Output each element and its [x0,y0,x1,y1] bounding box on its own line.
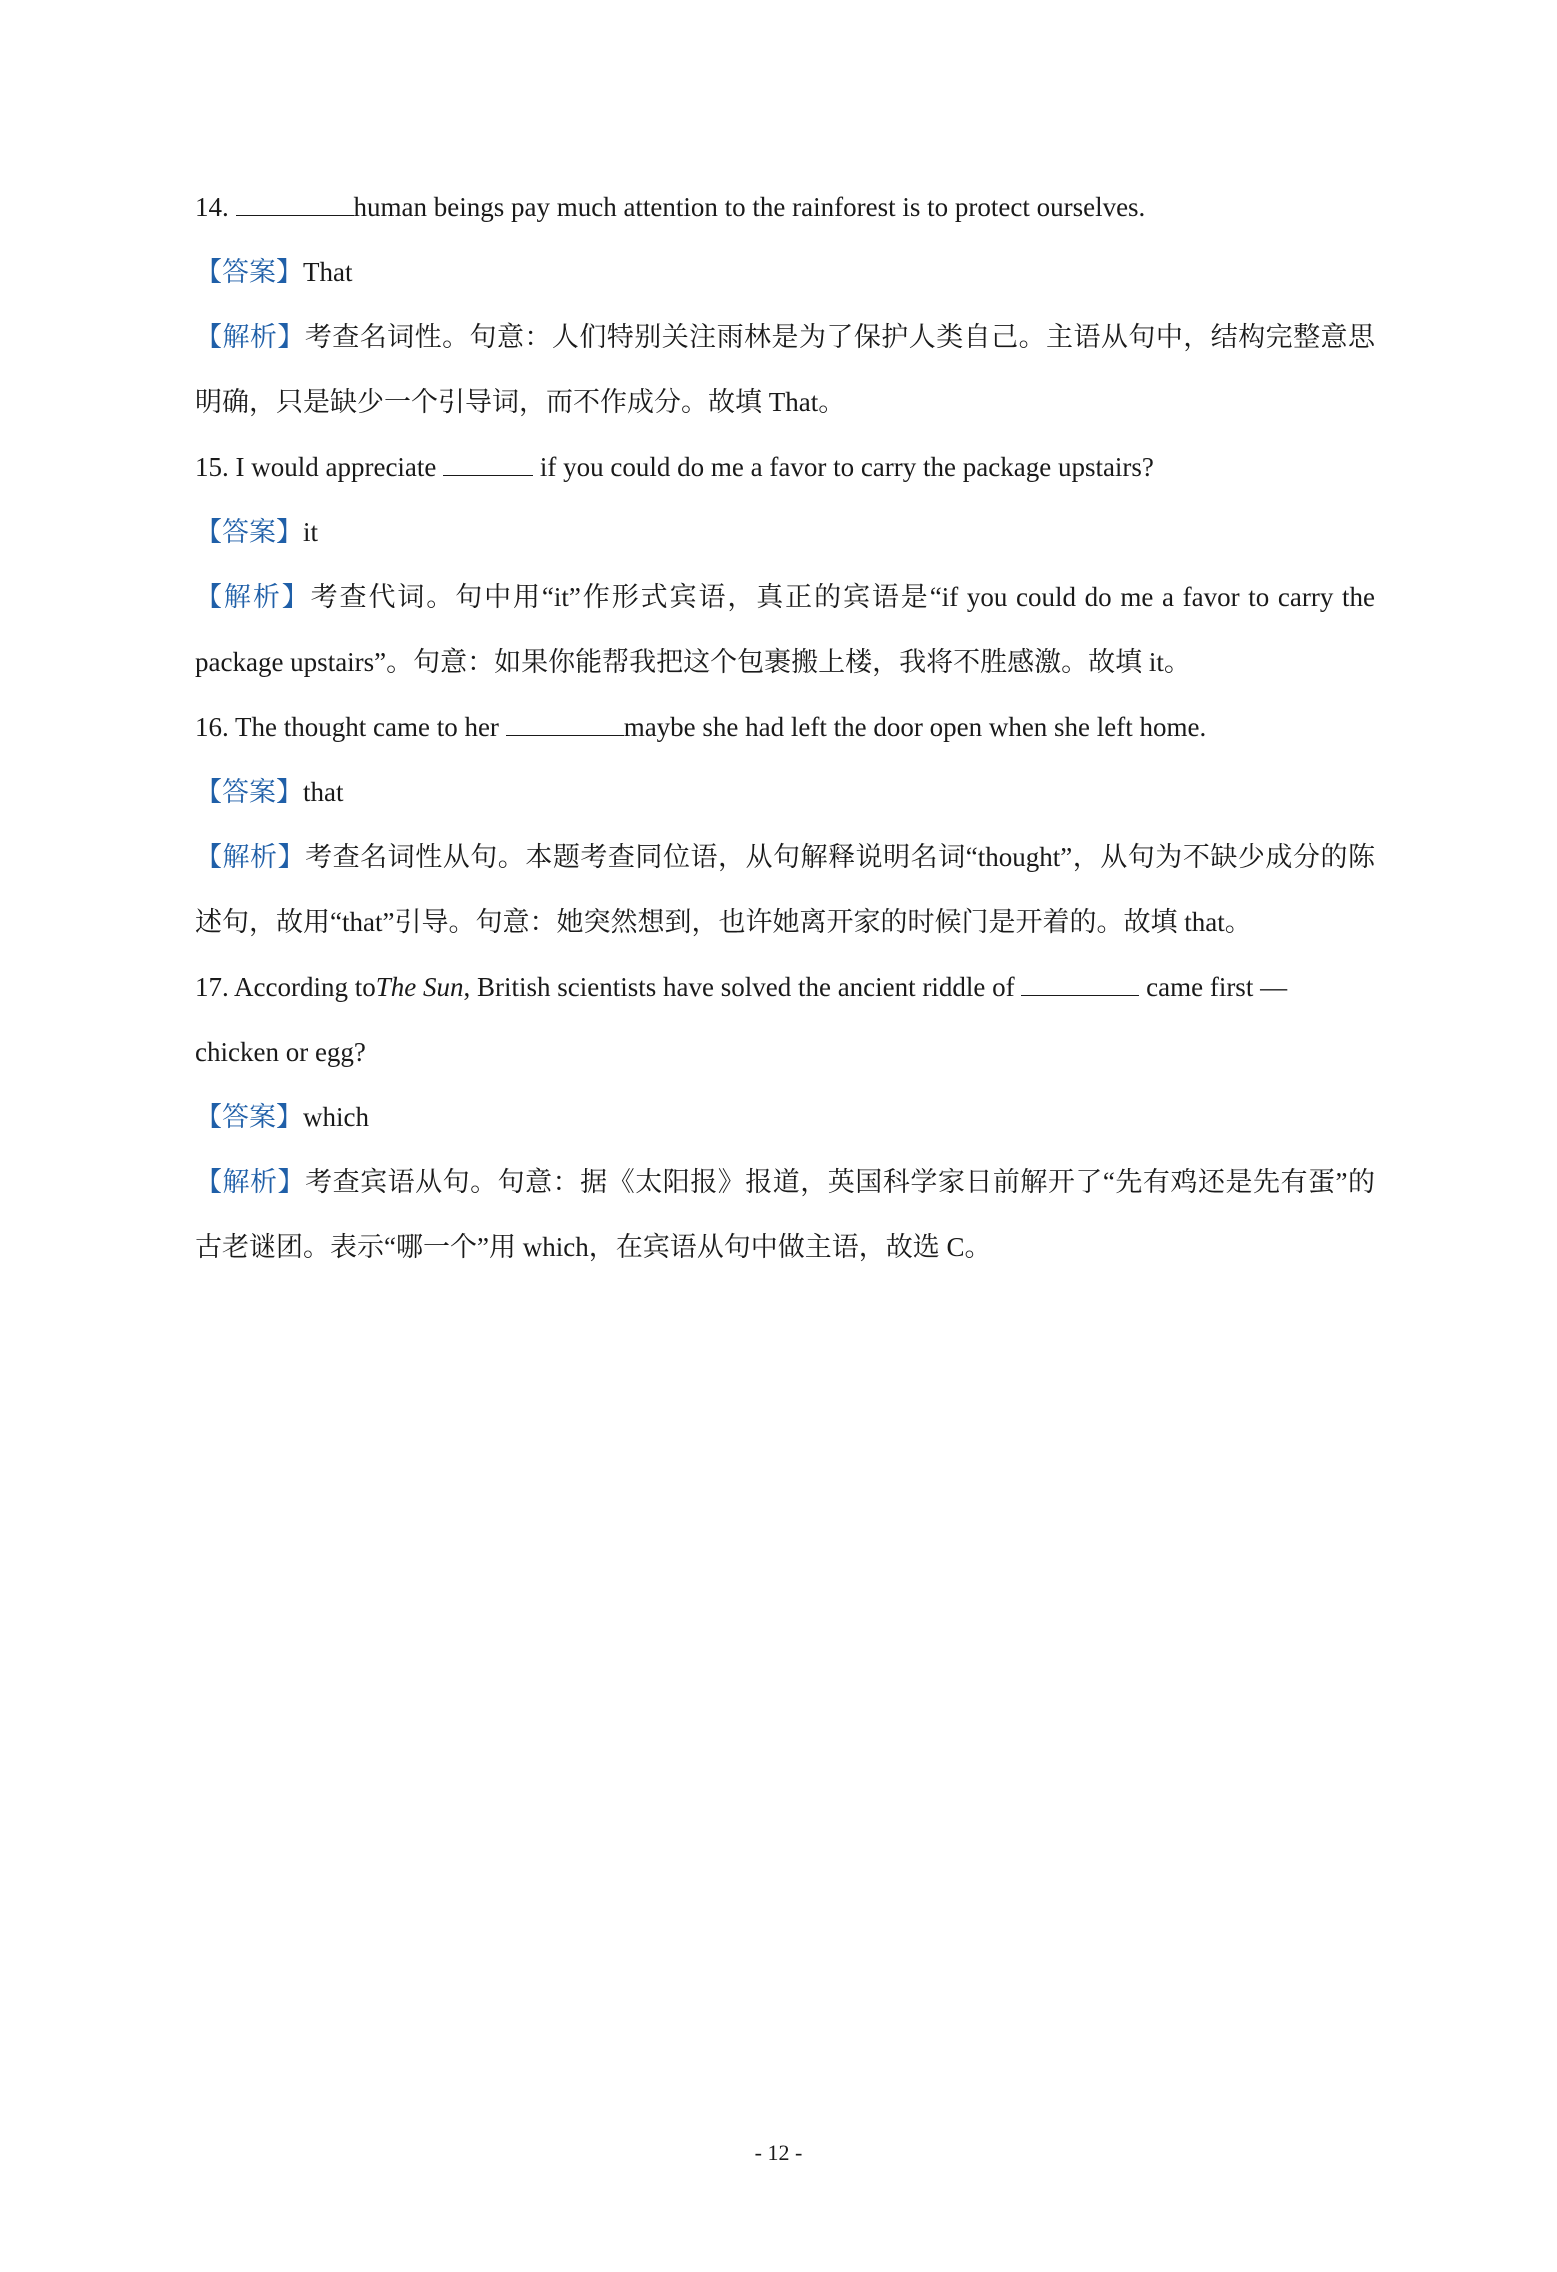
newspaper-title: The Sun [375,972,464,1002]
answer-15 [195,500,1375,565]
question-number: 17. [195,972,229,1002]
question-text-before-italic: According to [234,972,376,1002]
page-content [195,175,1375,1280]
analysis-text: 考查宾语从句。句意：据《太阳报》报道，英国科学家日前解开了“先有鸡还是先有蛋”的古老谜团。表示“哪一个”用 which，在宾语从句中做主语，故选 C。 [195,1167,1376,1262]
question-14 [195,175,1375,240]
analysis-text: 考查名词性从句。本题考查同位语，从句解释说明名词“thought”，从句为不缺少成分的陈述句，故用“that”引导。句意：她突然想到，也许她离开家的时候门是开着的。故填 that。 [195,842,1375,937]
answer-tag: 【答案】 [195,1102,303,1132]
answer-tag: 【答案】 [195,257,303,287]
question-text: human beings pay much attention to the rainforest is to protect ourselves. [353,192,1146,222]
question-17 [195,955,1375,1020]
question-number: 16. [195,712,229,742]
answer-value: it [303,517,319,547]
page-number: - 12 - [754,2140,803,2165]
analysis-16 [195,825,1375,955]
question-text-after: came first — [1146,972,1288,1002]
analysis-14 [195,305,1375,435]
question-15 [195,435,1375,500]
analysis-tag: 【解析】 [195,582,311,612]
question-text-before: The thought came to her [235,712,499,742]
question-17-continuation [195,1020,1375,1085]
question-number: 14. [195,192,229,222]
analysis-tag: 【解析】 [195,1167,306,1197]
question-text-after: maybe she had left the door open when she left home. [623,712,1207,742]
analysis-tag: 【解析】 [195,322,305,352]
question-text-continuation: chicken or egg? [195,1037,366,1067]
answer-tag: 【答案】 [195,517,303,547]
question-text-after: if you could do me a favor to carry the package upstairs? [539,452,1154,482]
answer-value: that [303,777,344,807]
question-number: 15. [195,452,229,482]
answer-17 [195,1085,1375,1150]
analysis-15 [195,565,1375,695]
question-16 [195,695,1375,760]
answer-value: which [303,1102,369,1132]
question-text-before: , British scientists have solved the ancient riddle of [463,972,1015,1002]
answer-blank [236,193,354,216]
answer-14 [195,240,1375,305]
analysis-17 [195,1150,1375,1280]
analysis-tag: 【解析】 [195,842,306,872]
question-text-before: I would appreciate [235,452,437,482]
analysis-text: 考查名词性。句意：人们特别关注雨林是为了保护人类自己。主语从句中，结构完整意思明确，只是缺少一个引导词，而不作成分。故填 That。 [195,322,1376,417]
answer-blank [443,453,533,476]
answer-blank [1021,973,1139,996]
answer-value: That [303,257,353,287]
answer-blank [506,713,624,736]
analysis-text: 考查代词。句中用“it”作形式宾语，真正的宾语是“if you could do me a favor to carry the package upstairs”。句意：如果你能帮我把这个包裹搬上楼，我将不胜感激。故填 it。 [195,582,1375,677]
answer-16 [195,760,1375,825]
answer-tag: 【答案】 [195,777,303,807]
